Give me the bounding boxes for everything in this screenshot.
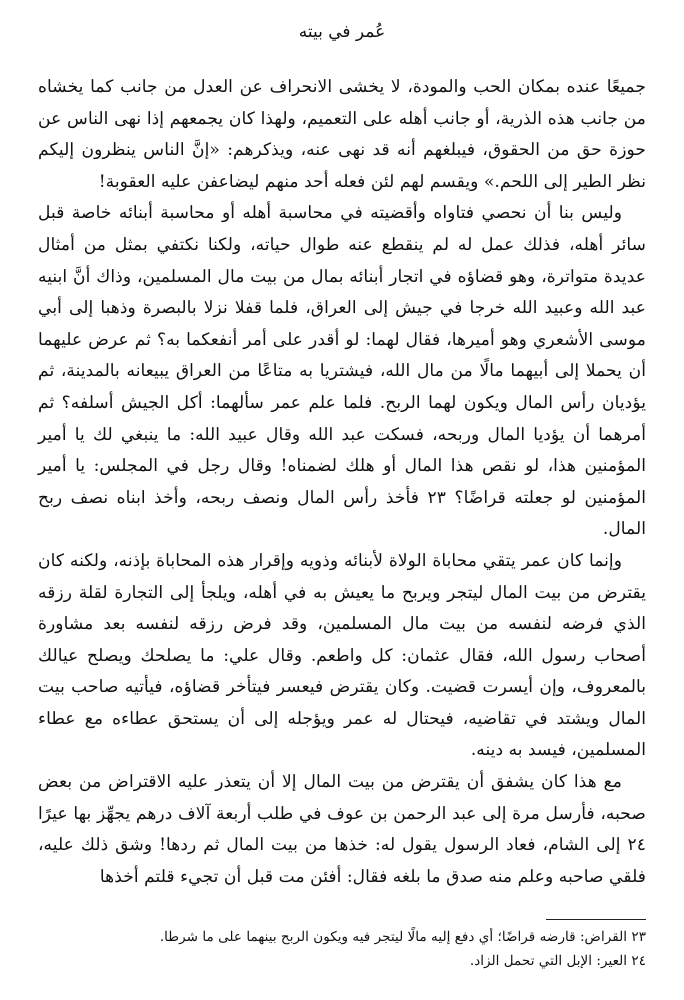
body-text [38, 72, 646, 893]
paragraph: مع هذا كان يشفق أن يقترض من بيت المال إلا أن يتعذر عليه الاقتراض من بعض صحبه، فأرسل مرة إلى عبد الرحمن بن عوف في طلب أربعة آلاف درهم يجهِّز بها عيرًا ٢٤ إلى الشام، فعاد الرسول يقول له: خذها من بيت المال ثم ردها! وشق ذلك عليه، فلقي صاحبه وعلم منه صدق ما بلغه فقال: أفئن مت قبل أن تجيء قلتم أخذها [38, 772, 646, 887]
running-header [0, 20, 684, 44]
footnote: ٢٣ القراض: قارضه قراضًا؛ أي دفع إليه مالًا ليتجر فيه ويكون الربح بينهما على ما شرطا. [159, 929, 646, 945]
paragraph: جميعًا عنده بمكان الحب والمودة، لا يخشى الانحراف عن العدل من جانب كما يخشاه من جانب هذه الذرية، أو جانب أهله على التعميم، ولهذا كان يجمعهم إذا نهى الناس عن حوزة حق من الحقوق، فيبلغهم أنه قد نهى عنه، ويذكرهم: «إنَّ الناس ينظرون إليكم نظر الطير إلى اللحم.» ويقسم لهم لئن فعله أحد منهم ليضاعفن عليه العقوبة! [38, 77, 646, 192]
footnote: ٢٤ العير: الإبل التي تحمل الزاد. [469, 953, 646, 969]
footnotes [38, 925, 646, 973]
footnote-separator [546, 919, 646, 920]
page-title: عُمر في بيته [298, 22, 386, 42]
paragraph: وليس بنا أن نحصي فتاواه وأقضيته في محاسبة أهله أو محاسبة أبنائه خاصة قبل سائر أهله، فذلك عمل له لم ينقطع عنه طوال حياته، ولكنا نكتفي بمثل من أمثال عديدة متواترة، وهو قضاؤه في اتجار أبنائه بمال من بيت مال المسلمين، وذاك أنَّ ابنيه عبد الله وعبيد الله خرجا في جيش إلى العراق، فلما قفلا نزلا بالبصرة وذهبا إلى أبي موسى الأشعري وهو أميرها، فقال لهما: لو أقدر على أمر أنفعكما به؟ ثم عرض عليهما أن يحملا إلى أبيهما مالًا من مال الله، فيشتريا به متاعًا من العراق يبيعانه بالمدينة، ثم يؤديان رأس المال ويكون لهما الربح. فلما علم عمر سألهما: أكل الجيش أسلفه؟ ثم أمرهما أن يؤديا المال وربحه، فسكت عبد الله وقال عبيد الله: ما ينبغي لك يا أمير المؤمنين هذا، لو نقص هذا المال أو هلك لضمناه! وقال رجل في المجلس: يا أمير المؤمنين لو جعلته قراضًا؟ ٢٣ فأخذ رأس المال ونصف ربحه، وأخذ ابناه نصف ربح المال. [38, 203, 646, 540]
paragraph: وإنما كان عمر يتقي محاباة الولاة لأبنائه وذويه وإقرار هذه المحاباة بإذنه، ولكنه كان يقترض من بيت المال ليتجر ويربح ما يعيش به في أهله، ويلجأ إلى التجارة لقلة رزقه الذي فرضه لنفسه من بيت مال المسلمين، وقد فرض رزقه لنفسه بعد مشاورة أصحاب رسول الله، فقال عثمان: كل واطعم. وقال علي: ما يصلحك ويصلح عيالك بالمعروف، وإن أيسرت قضيت. وكان يقترض فيعسر فيتأخر قضاؤه، فيأتيه صاحب بيت المال ويشتد في تقاضيه، فيحتال له عمر ويؤجله إلى أن يستحق عطاءه مع عطاء المسلمين، فيسد به دينه. [38, 550, 646, 761]
